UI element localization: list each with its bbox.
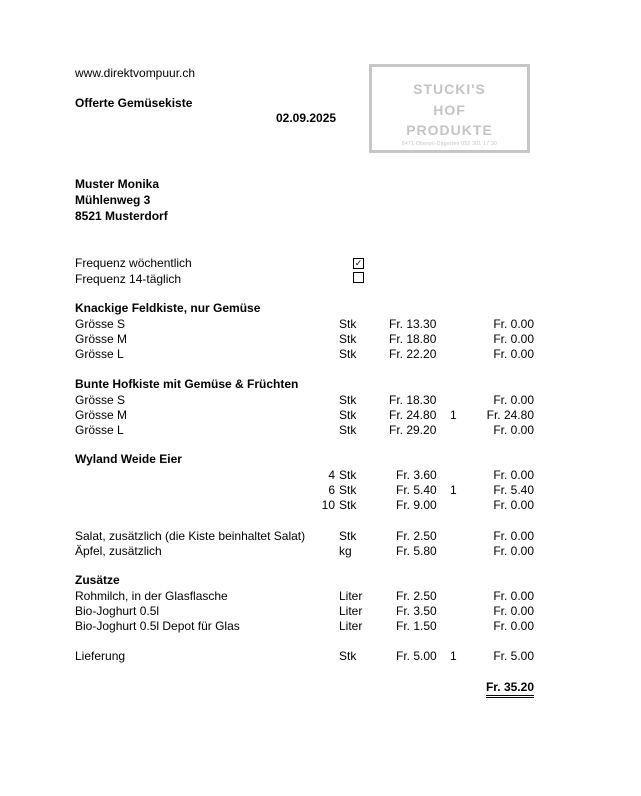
item-total: Fr. 24.80 <box>486 408 534 422</box>
checkmark-icon: ✓ <box>354 258 363 268</box>
item-unit: Stk <box>339 393 357 407</box>
section-title-hofkiste: Bunte Hofkiste mit Gemüse & Früchten <box>75 377 299 391</box>
document-title: Offerte Gemüsekiste <box>75 96 193 110</box>
item-price: Fr. 5.80 <box>396 544 437 558</box>
item-total: Fr. 0.00 <box>493 544 534 558</box>
item-label: Lieferung <box>75 649 126 663</box>
item-unit: Stk <box>339 317 357 331</box>
item-unit: Stk <box>339 649 357 663</box>
item-unit: Liter <box>339 604 363 618</box>
item-total: Fr. 0.00 <box>493 317 534 331</box>
item-total: Fr. 0.00 <box>493 347 534 361</box>
item-total: Fr. 0.00 <box>493 619 534 633</box>
item-unit: Stk <box>339 483 357 497</box>
logo-line-2: HOF <box>433 102 466 118</box>
item-price: Fr. 5.40 <box>396 483 437 497</box>
item-price: Fr. 5.00 <box>396 649 437 663</box>
item-price: Fr. 22.20 <box>389 347 437 361</box>
logo-line-1: STUCKI'S <box>413 81 486 97</box>
item-label: Bio-Joghurt 0.5l Depot für Glas <box>75 619 240 633</box>
section-title-zusaetze: Zusätze <box>75 573 120 587</box>
item-label: Grösse L <box>75 347 124 361</box>
item-count: 10 <box>321 498 335 512</box>
website-link[interactable]: www.direktvompuur.ch <box>75 66 196 80</box>
item-price: Fr. 3.60 <box>396 468 437 482</box>
item-total: Fr. 0.00 <box>493 468 534 482</box>
item-quantity: 1 <box>450 408 457 422</box>
customer-street: Mühlenweg 3 <box>75 193 151 207</box>
item-price: Fr. 3.50 <box>396 604 437 618</box>
frequency-biweekly-checkbox[interactable] <box>353 272 364 283</box>
item-label: Rohmilch, in der Glasflasche <box>75 589 228 603</box>
item-price: Fr. 13.30 <box>389 317 437 331</box>
item-label: Grösse S <box>75 393 126 407</box>
item-total: Fr. 0.00 <box>493 589 534 603</box>
item-price: Fr. 24.80 <box>389 408 437 422</box>
item-price: Fr. 2.50 <box>396 589 437 603</box>
item-unit: Stk <box>339 423 357 437</box>
item-count: 4 <box>328 468 335 482</box>
logo-line-3: PRODUKTE <box>406 122 493 138</box>
item-unit: kg <box>339 544 352 558</box>
item-label: Grösse S <box>75 317 126 331</box>
item-total: Fr. 0.00 <box>493 332 534 346</box>
item-total: Fr. 5.00 <box>493 649 534 663</box>
item-label: Grösse L <box>75 423 124 437</box>
item-total: Fr. 0.00 <box>493 604 534 618</box>
item-unit: Stk <box>339 408 357 422</box>
item-price: Fr. 2.50 <box>396 529 437 543</box>
item-unit: Stk <box>339 332 357 346</box>
item-total: Fr. 0.00 <box>493 498 534 512</box>
item-count: 6 <box>328 483 335 497</box>
item-label: Grösse M <box>75 408 128 422</box>
item-total: Fr. 5.40 <box>493 483 534 497</box>
item-label: Grösse M <box>75 332 128 346</box>
frequency-weekly-checkbox[interactable] <box>353 258 364 269</box>
item-price: Fr. 29.20 <box>389 423 437 437</box>
item-quantity: 1 <box>450 649 457 663</box>
frequency-weekly-label: Frequenz wöchentlich <box>75 256 192 270</box>
item-unit: Stk <box>339 347 357 361</box>
item-unit: Liter <box>339 619 363 633</box>
item-label: Salat, zusätzlich (die Kiste beinhaltet Salat) <box>75 529 306 543</box>
item-total: Fr. 0.00 <box>493 393 534 407</box>
customer-name: Muster Monika <box>75 177 160 191</box>
section-title-feldkiste: Knackige Feldkiste, nur Gemüse <box>75 301 261 315</box>
customer-city: 8521 Musterdorf <box>75 209 168 223</box>
frequency-biweekly-label: Frequenz 14-täglich <box>75 272 182 286</box>
item-label: Bio-Joghurt 0.5l <box>75 604 160 618</box>
logo-address: 8471 Oberwil-Dägerlen 052 301 17 30 <box>401 141 498 147</box>
item-price: Fr. 18.80 <box>389 332 437 346</box>
item-price: Fr. 9.00 <box>396 498 437 512</box>
grand-total: Fr. 35.20 <box>486 680 534 698</box>
section-title-eier: Wyland Weide Eier <box>75 452 182 466</box>
item-unit: Stk <box>339 468 357 482</box>
item-unit: Liter <box>339 589 363 603</box>
item-unit: Stk <box>339 529 357 543</box>
item-total: Fr. 0.00 <box>493 423 534 437</box>
item-price: Fr. 18.30 <box>389 393 437 407</box>
item-unit: Stk <box>339 498 357 512</box>
item-label: Äpfel, zusätzlich <box>75 544 162 558</box>
item-quantity: 1 <box>450 483 457 497</box>
item-price: Fr. 1.50 <box>396 619 437 633</box>
item-total: Fr. 0.00 <box>493 529 534 543</box>
document-date: 02.09.2025 <box>276 111 337 125</box>
company-logo <box>369 64 530 153</box>
